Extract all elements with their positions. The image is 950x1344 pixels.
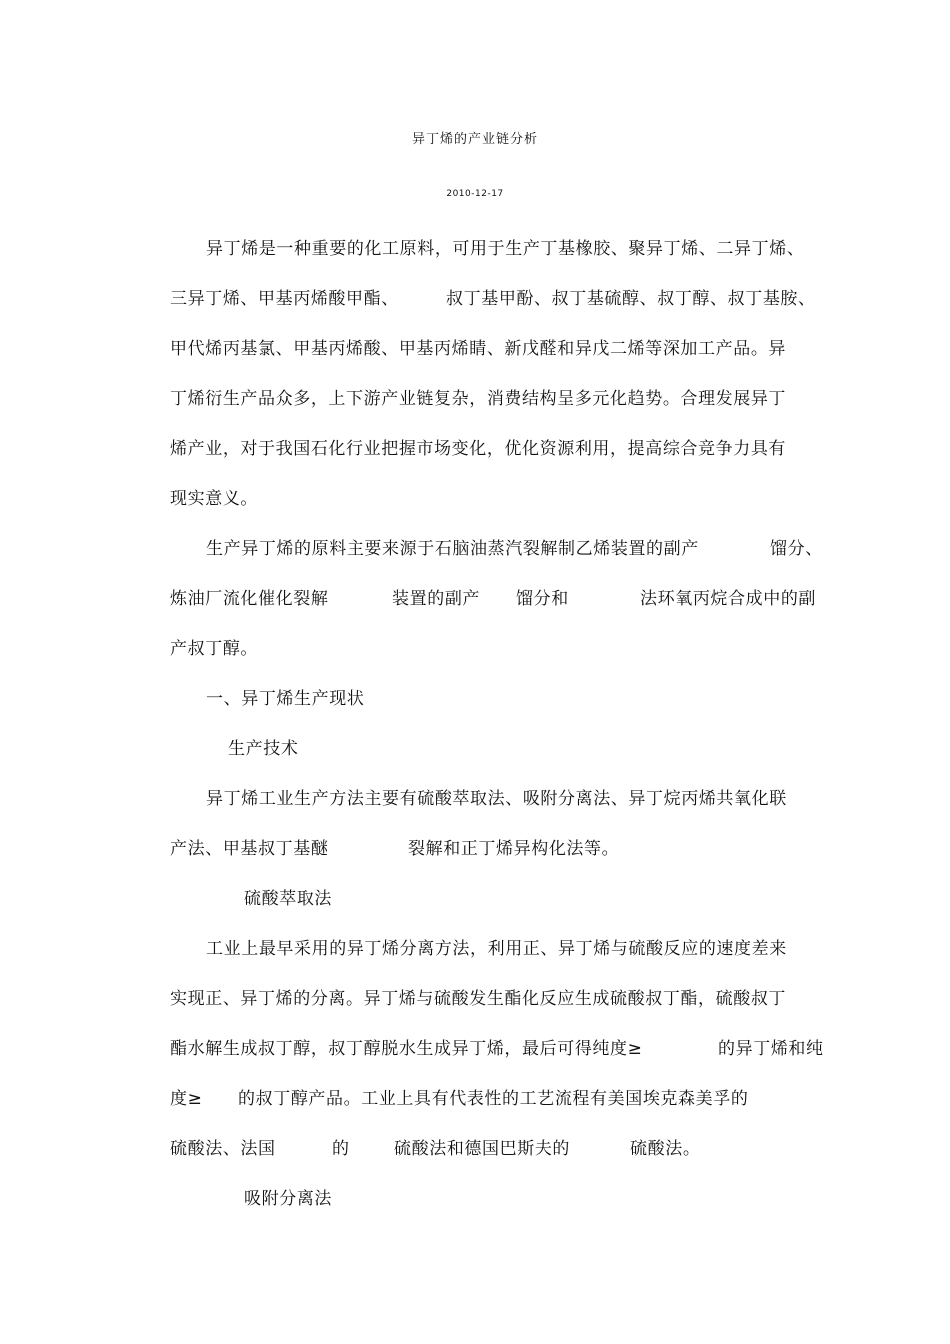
text-segment: 的: [332, 1139, 350, 1159]
paragraph-line: [370, 1113, 570, 1185]
text-segment: 生产技术: [228, 739, 299, 759]
text-segment: 工业上最早采用的异丁烯分离方法，利用正、异丁烯与硫酸反应的速度差来: [206, 939, 787, 959]
text-segment: 裂解和正丁烯异构化法等。: [408, 839, 620, 859]
text-segment: 炼油厂流化催化裂解: [170, 589, 329, 609]
paragraph-line: [368, 563, 480, 635]
text-segment: 生产异丁烯的原料主要来源于石脑油蒸汽裂解制乙烯装置的副产: [206, 539, 699, 559]
text-segment: 异丁烯工业生产方法主要有硫酸萃取法、吸附分离法、异丁烷丙烯共氧化联: [206, 789, 787, 809]
text-segment: 硫酸法和德国巴斯夫的: [394, 1139, 571, 1159]
text-segment: 硫酸萃取法: [244, 889, 333, 909]
text-segment: 烯产业，对于我国石化行业把握市场变化，优化资源利用，提高综合竞争力具有: [170, 439, 787, 459]
text-segment: 度≥: [170, 1089, 203, 1109]
text-segment: 馏分和: [516, 589, 569, 609]
subsection-heading: [220, 1163, 332, 1235]
text-segment: 一、异丁烯生产现状: [206, 689, 365, 709]
text-segment: 产法、甲基叔丁基醚: [170, 839, 329, 859]
text-segment: 的异丁烯和纯: [718, 1039, 824, 1059]
text-segment: 甲代烯丙基氯、甲基丙烯酸、甲基丙烯睛、新戊醛和异戊二烯等深加工产品。异: [170, 339, 787, 359]
paragraph-line: [606, 1113, 700, 1185]
text-segment: 三异丁烯、甲基丙烯酸甲酯、: [170, 289, 399, 309]
text-segment: 硫酸法、法国: [170, 1139, 276, 1159]
text-segment: 丁烯衍生产品众多，上下游产业链复杂，消费结构呈多元化趋势。合理发展异丁: [170, 389, 787, 409]
paragraph-line: [492, 563, 569, 635]
document-date: 2010-12-17: [446, 189, 504, 199]
text-segment: 装置的副产: [392, 589, 481, 609]
text-segment: 异丁烯是一种重要的化工原料，可用于生产丁基橡胶、聚异丁烯、二异丁烯、: [206, 239, 805, 259]
text-segment: 馏分、: [770, 539, 823, 559]
text-segment: 酯水解生成叔丁醇，叔丁醇脱水生成异丁烯，最后可得纯度≥: [170, 1039, 643, 1059]
text-segment: 吸附分离法: [244, 1189, 333, 1209]
paragraph-line: [384, 813, 619, 885]
text-segment: 硫酸法。: [630, 1139, 701, 1159]
text-segment: 产叔丁醇。: [170, 639, 259, 659]
paragraph-line: [616, 563, 816, 635]
document-title: 异丁烯的产业链分析: [411, 132, 538, 147]
text-segment: 的叔丁醇产品。工业上具有代表性的工艺流程有美国埃克森美孚的: [238, 1089, 749, 1109]
text-segment: 现实意义。: [170, 489, 259, 509]
text-segment: 实现正、异丁烯的分离。异丁烯与硫酸发生酯化反应生成硫酸叔丁酯，硫酸叔丁: [170, 989, 787, 1009]
text-segment: 法环氧丙烷合成中的副: [640, 589, 817, 609]
text-segment: 叔丁基甲酚、叔丁基硫醇、叔丁醇、叔丁基胺、: [446, 289, 816, 309]
